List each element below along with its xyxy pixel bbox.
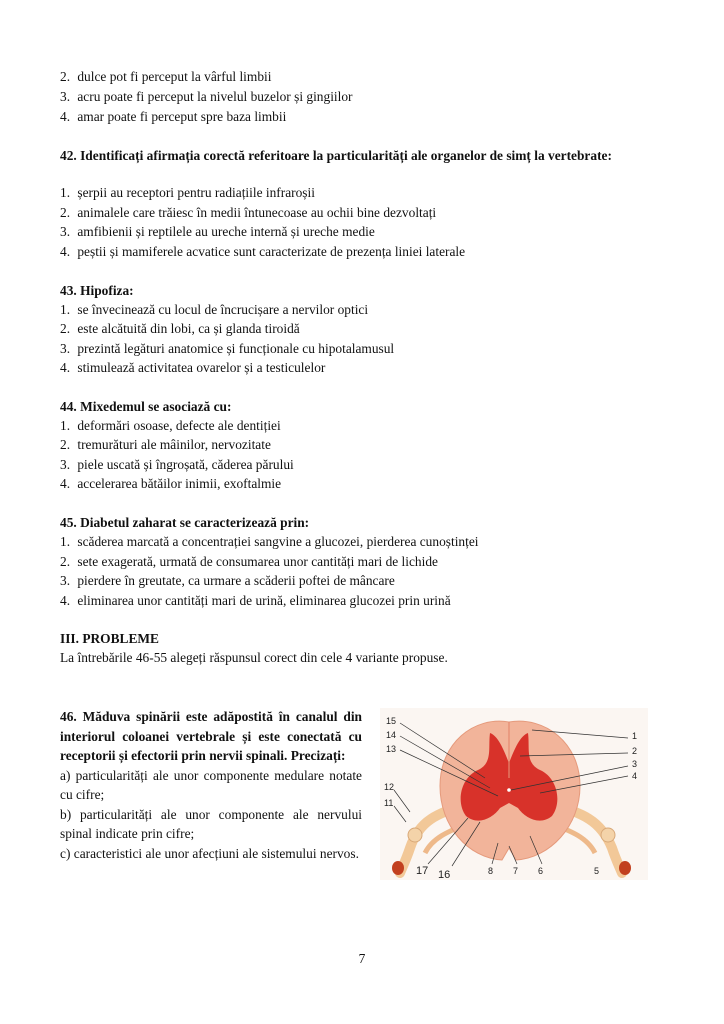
list-item: 4. accelerarea bătăilor inimii, exoftalmie bbox=[60, 476, 282, 491]
list-item: 1. deformări osoase, defecte ale dentiției bbox=[60, 418, 281, 433]
question-45-title: 45. Diabetul zaharat se caracterizează prin: bbox=[60, 515, 310, 530]
spinal-ganglion-left bbox=[408, 828, 422, 842]
figure-label: 1 bbox=[632, 731, 638, 741]
spinal-cord-figure bbox=[380, 708, 648, 880]
figure-label: 2 bbox=[632, 746, 638, 756]
list-item: 4. peștii și mamiferele acvatice sunt caracterizate de prezența liniei laterale bbox=[60, 244, 466, 259]
figure-label: 6 bbox=[538, 866, 544, 876]
list-item: 2. este alcătuită din lobi, ca și glanda tiroidă bbox=[60, 321, 300, 336]
list-item: 3. prezintă legături anatomice și funcționale cu hipotalamusul bbox=[60, 341, 395, 356]
question-46-part-a: a) particularități ale unor componente medulare notate cu cifre; bbox=[60, 767, 362, 802]
list-item: 2. sete exagerată, urmată de consumarea unor cantități mari de lichide bbox=[60, 554, 438, 569]
figure-label: 12 bbox=[384, 782, 395, 792]
nerve-cut-left bbox=[392, 861, 404, 875]
question-46 bbox=[60, 707, 362, 863]
list-item: 4. stimulează activitatea ovarelor și a testiculelor bbox=[60, 360, 326, 375]
section-note: La întrebările 46-55 alegeți răspunsul corect din cele 4 variante propuse. bbox=[60, 650, 448, 665]
question-44-title: 44. Mixedemul se asociază cu: bbox=[60, 399, 232, 414]
spinal-ganglion-right bbox=[601, 828, 615, 842]
figure-label: 3 bbox=[632, 759, 638, 769]
figure-label: 14 bbox=[386, 730, 397, 740]
question-46-part-c: c) caracteristici ale unor afecțiuni ale sistemului nervos. bbox=[60, 845, 359, 861]
question-46-part-b: b) particularități ale unor componente ale nervului spinal indicate prin cifre; bbox=[60, 806, 362, 841]
list-item: 3. amfibienii și reptilele au ureche internă și ureche medie bbox=[60, 224, 375, 239]
list-item: 2. dulce pot fi perceput la vârful limbii bbox=[60, 69, 272, 84]
nerve-cut-right bbox=[619, 861, 631, 875]
list-item: 2. animalele care trăiesc în medii întunecoase au ochii bine dezvoltați bbox=[60, 205, 437, 220]
figure-label: 11 bbox=[384, 798, 394, 808]
figure-label: 17 bbox=[416, 865, 429, 877]
list-item: 3. acru poate fi perceput la nivelul buzelor și gingiilor bbox=[60, 89, 353, 104]
question-42-title: 42. Identificați afirmația corectă referitoare la particularități ale organelor de simț la vertebrate: bbox=[60, 148, 612, 163]
list-item: 1. șerpii au receptori pentru radiațiile infraroșii bbox=[60, 185, 315, 200]
figure-label: 13 bbox=[386, 744, 397, 754]
figure-label: 5 bbox=[594, 866, 600, 876]
list-item: 3. pierdere în greutate, ca urmare a scăderii poftei de mâncare bbox=[60, 573, 395, 588]
list-item: 2. tremurături ale mâinilor, nervozitate bbox=[60, 437, 271, 452]
question-46-title: 46. Măduva spinării este adăpostită în canalul din interiorul coloanei vertebrale și este conectată cu receptorii și efectorii prin nervii spinali. Precizați: bbox=[60, 709, 362, 763]
list-item: 1. se învecinează cu locul de încrucișare a nervilor optici bbox=[60, 302, 369, 317]
figure-label: 15 bbox=[386, 716, 397, 726]
page-number: 7 bbox=[358, 951, 366, 966]
list-item: 4. eliminarea unor cantități mari de urină, eliminarea glucozei prin urină bbox=[60, 593, 451, 608]
list-item: 4. amar poate fi perceput spre baza limbii bbox=[60, 109, 287, 124]
section-title: III. PROBLEME bbox=[60, 631, 159, 646]
list-item: 3. piele uscată și îngroșată, căderea părului bbox=[60, 457, 294, 472]
list-item: 1. scăderea marcată a concentrației sangvine a glucozei, pierderea cunoștinței bbox=[60, 534, 479, 549]
question-43-title: 43. Hipofiza: bbox=[60, 283, 134, 298]
figure-label: 8 bbox=[488, 866, 494, 876]
figure-label: 16 bbox=[438, 869, 451, 880]
central-canal bbox=[507, 788, 511, 792]
figure-label: 4 bbox=[632, 771, 638, 781]
figure-label: 7 bbox=[513, 866, 519, 876]
